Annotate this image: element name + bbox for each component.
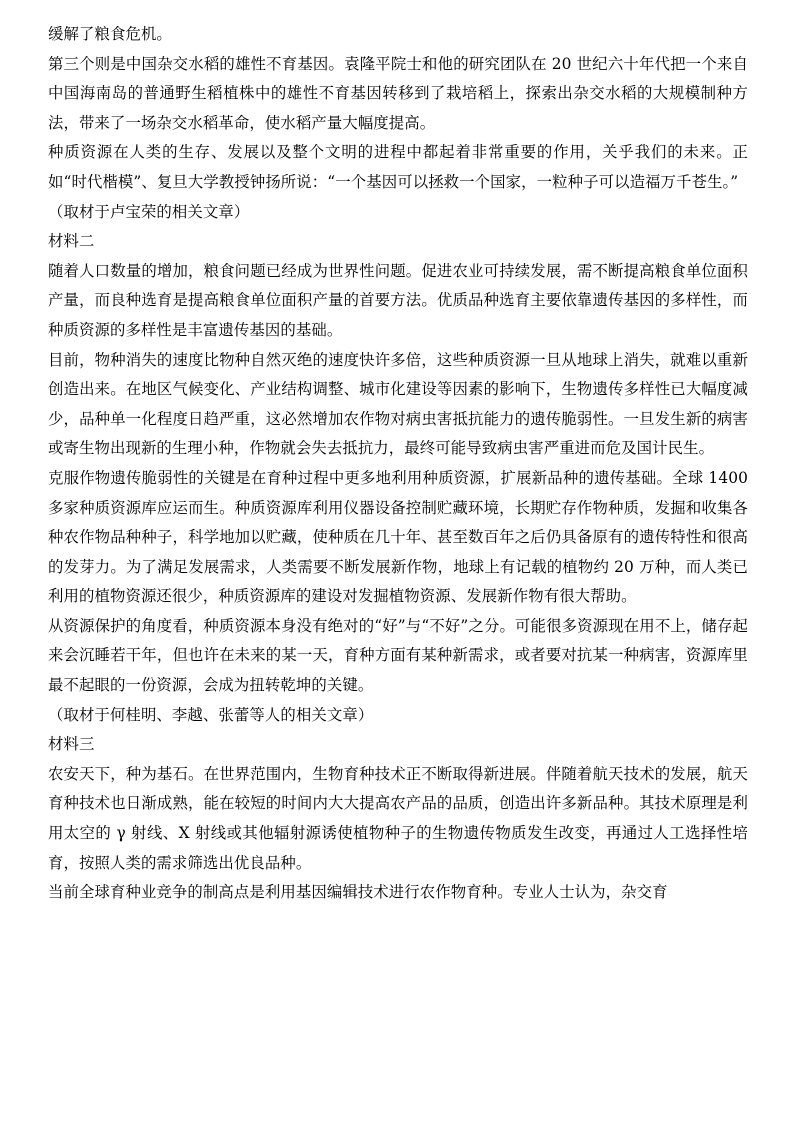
paragraph-resource-protection: 从资源保护的角度看，种质资源本身没有绝对的“好”与“不好”之分。可能很多资源现在用不上，储存起来会沉睡若干年，但也许在未来的某一天，育种方面有某种新需求，或者要对抗某一种病害，资源库里最不起眼的一份资源，会成为扭转乾坤的关键。 [48, 616, 748, 695]
material-2-heading: 材料二 [48, 232, 95, 251]
paragraph-population-food: 随着人口数量的增加，粮食问题已经成为世界性问题。促进农业可持续发展，需不断提高粮食单位面积产量，而良种选育是提高粮食单位面积产量的首要方法。优质品种选育主要依靠遗传基因的多样性，而种质资源的多样性是丰富遗传基因的基础。 [48, 261, 748, 339]
paragraph-germplasm-banks: 克服作物遗传脆弱性的关键是在育种过程中更多地利用种质资源，扩展新品种的遗传基础。全球 1400 多家种质资源库应运而生。种质资源库利用仪器设备控制贮藏环境，长期贮存作物种质，发掘和收集各种农作物品种种子，科学地加以贮藏，使种质在几十年、甚至数百年之后仍具备原有的遗传特性和很高的发芽力。为了满足发展需求，人类需要不断发展新作物，地球上有记载的植物约 20 万种，而人类已利用的植物资源还很少，种质资源库的建设对发掘植物资源、发展新作物有很大帮助。 [48, 468, 748, 606]
document-page [48, 20, 748, 908]
paragraph-species-loss: 目前，物种消失的速度比物种自然灭绝的速度快许多倍，这些种质资源一旦从地球上消失，就难以重新创造出来。在地区气候变化、产业结构调整、城市化建设等因素的影响下，生物遗传多样性已大幅度减少，品种单一化程度日趋严重，这必然增加农作物对病虫害抵抗能力的遗传脆弱性。一旦发生新的病害或寄生物出现新的生理小种，作物就会失去抵抗力，最终可能导致病虫害严重进而危及国计民生。 [48, 350, 748, 458]
source-note-1: （取材于卢宝荣的相关文章） [48, 202, 250, 221]
paragraph-germplasm-importance: 种质资源在人类的生存、发展以及整个文明的进程中都起着非常重要的作用，关乎我们的未来。正如“时代楷模”、复旦大学教授钟扬所说：“一个基因可以拯救一个国家，一粒种子可以造福万千苍生。” [48, 143, 748, 191]
source-note-2: （取材于何桂明、李越、张蕾等人的相关文章） [48, 705, 374, 724]
paragraph-gene-editing: 当前全球育种业竞争的制高点是利用基因编辑技术进行农作物育种。专业人士认为，杂交育 [48, 883, 668, 902]
paragraph-hybrid-rice: 第三个则是中国杂交水稻的雄性不育基因。袁隆平院士和他的研究团队在 20 世纪六十年代把一个来自中国海南岛的普通野生稻植株中的雄性不育基因转移到了栽培稻上，探索出杂交水稻的大规模制种方法，带来了一场杂交水稻革命，使水稻产量大幅度提高。 [48, 54, 748, 132]
paragraph-food-crisis-end: 缓解了粮食危机。 [48, 25, 172, 43]
paragraph-space-breeding: 农安天下，种为基石。在世界范围内，生物育种技术正不断取得新进展。伴随着航天技术的发展，航天育种技术也日渐成熟，能在较短的时间内大大提高农产品的品质，创造出许多新品种。其技术原理是利用太空的 γ 射线、X 射线或其他辐射源诱使植物种子的生物遗传物质发生改变，再通过人工选择性培育，按照人类的需求筛选出优良品种。 [48, 764, 748, 872]
material-3-heading: 材料三 [48, 735, 95, 754]
